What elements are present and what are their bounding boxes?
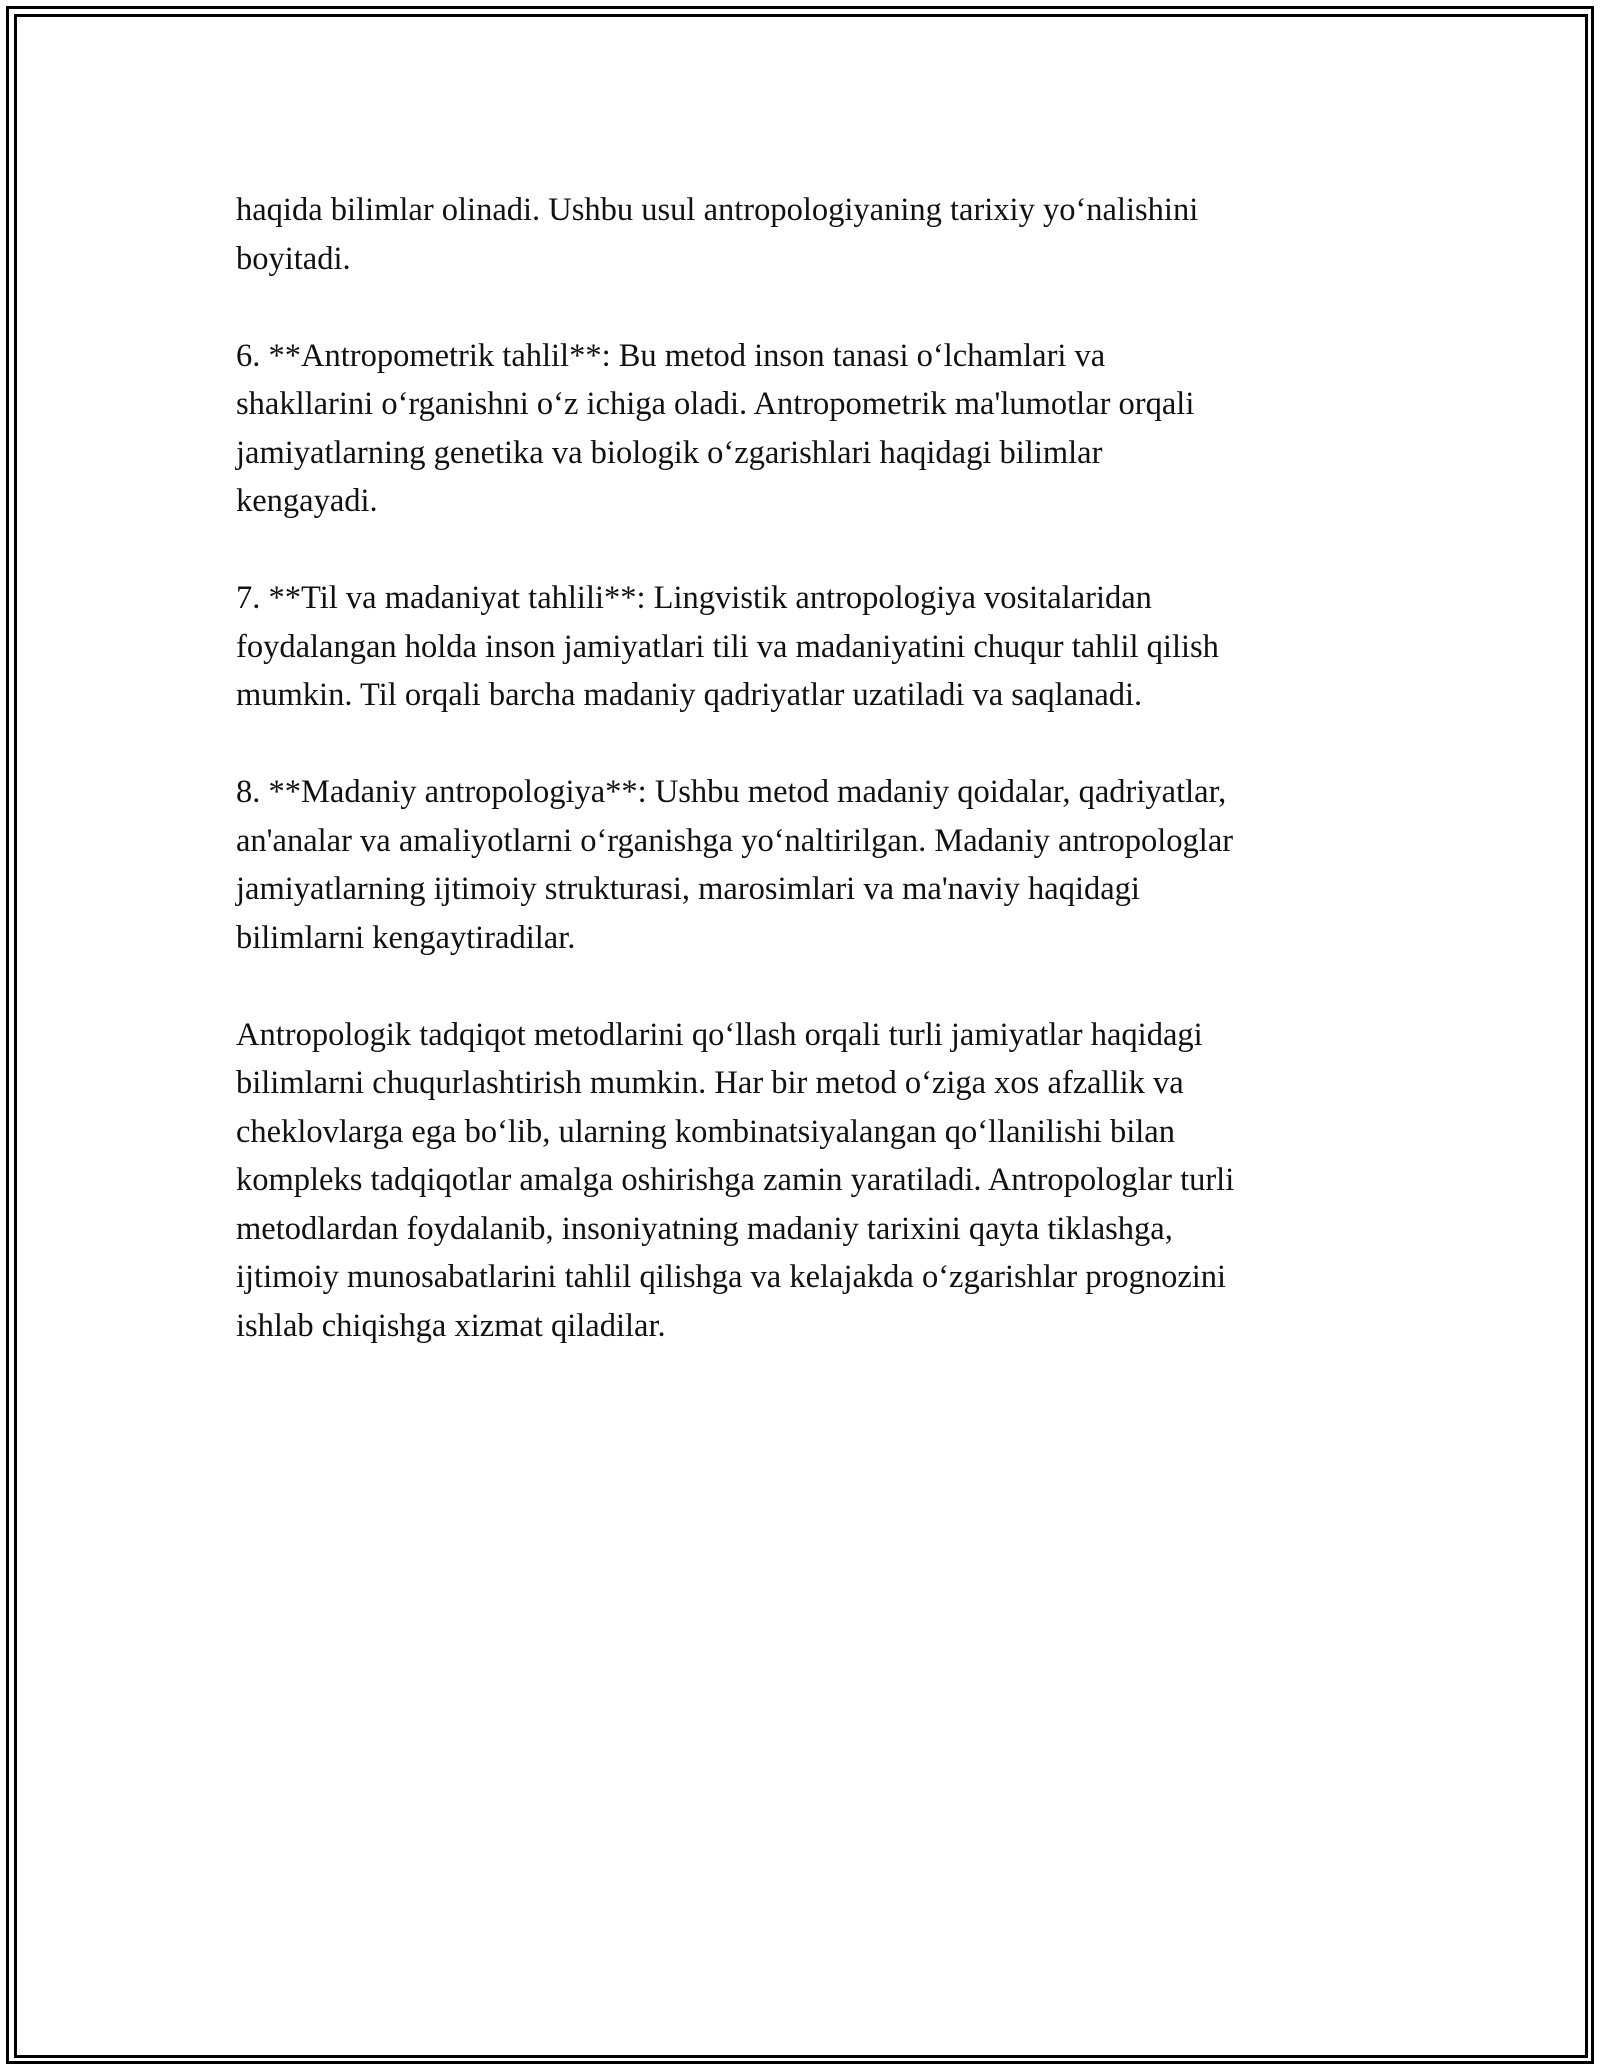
paragraph-item-7: 7. **Til va madaniyat tahlili**: Lingvistik antropologiya vositalaridan foydalangan holda inson jamiyatlari tili va madaniyatini chuqur tahlil qilish mumkin. Til orqali barcha madaniy qadriyatlar uzatiladi va saqlanadi. xyxy=(236,580,1219,713)
paragraph-item-6: 6. **Antropometrik tahlil**: Bu metod inson tanasi o‘lchamlari va shakllarini o‘rganishni o‘z ichiga oladi. Antropometrik ma'lumotlar orqali jamiyatlarning genetika va biologik o‘zgarishlari haqidagi bilimlar kengayadi. xyxy=(236,337,1195,519)
document-body xyxy=(236,186,1376,1399)
paragraph-conclusion: Antropologik tadqiqot metodlarini qo‘llash orqali turli jamiyatlar haqidagi bilimlarni chuqurlashtirish mumkin. Har bir metod o‘ziga xos afzallik va cheklovlarga ega bo‘lib, ularning kombinatsiyalangan qo‘llanilishi bilan kompleks tadqiqotlar amalga oshirishga zamin yaratiladi. Antropologlar turli metodlardan foydalanib, insoniyatning madaniy tarixini qayta tiklashga, ijtimoiy munosabatlarini tahlil qilishga va kelajakda o‘zgarishlar prognozini ishlab chiqishga xizmat qiladilar. xyxy=(236,1016,1235,1344)
paragraph-intro-continuation: haqida bilimlar olinadi. Ushbu usul antropologiyaning tarixiy yo‘nalishini boyitadi. xyxy=(236,192,1199,277)
paragraph-item-8: 8. **Madaniy antropologiya**: Ushbu metod madaniy qoidalar, qadriyatlar, an'analar va amaliyotlarni o‘rganishga yo‘naltirilgan. Madaniy antropologlar jamiyatlarning ijtimoiy strukturasi, marosimlari va ma'naviy haqidagi bilimlarni kengaytiradilar. xyxy=(236,774,1234,956)
